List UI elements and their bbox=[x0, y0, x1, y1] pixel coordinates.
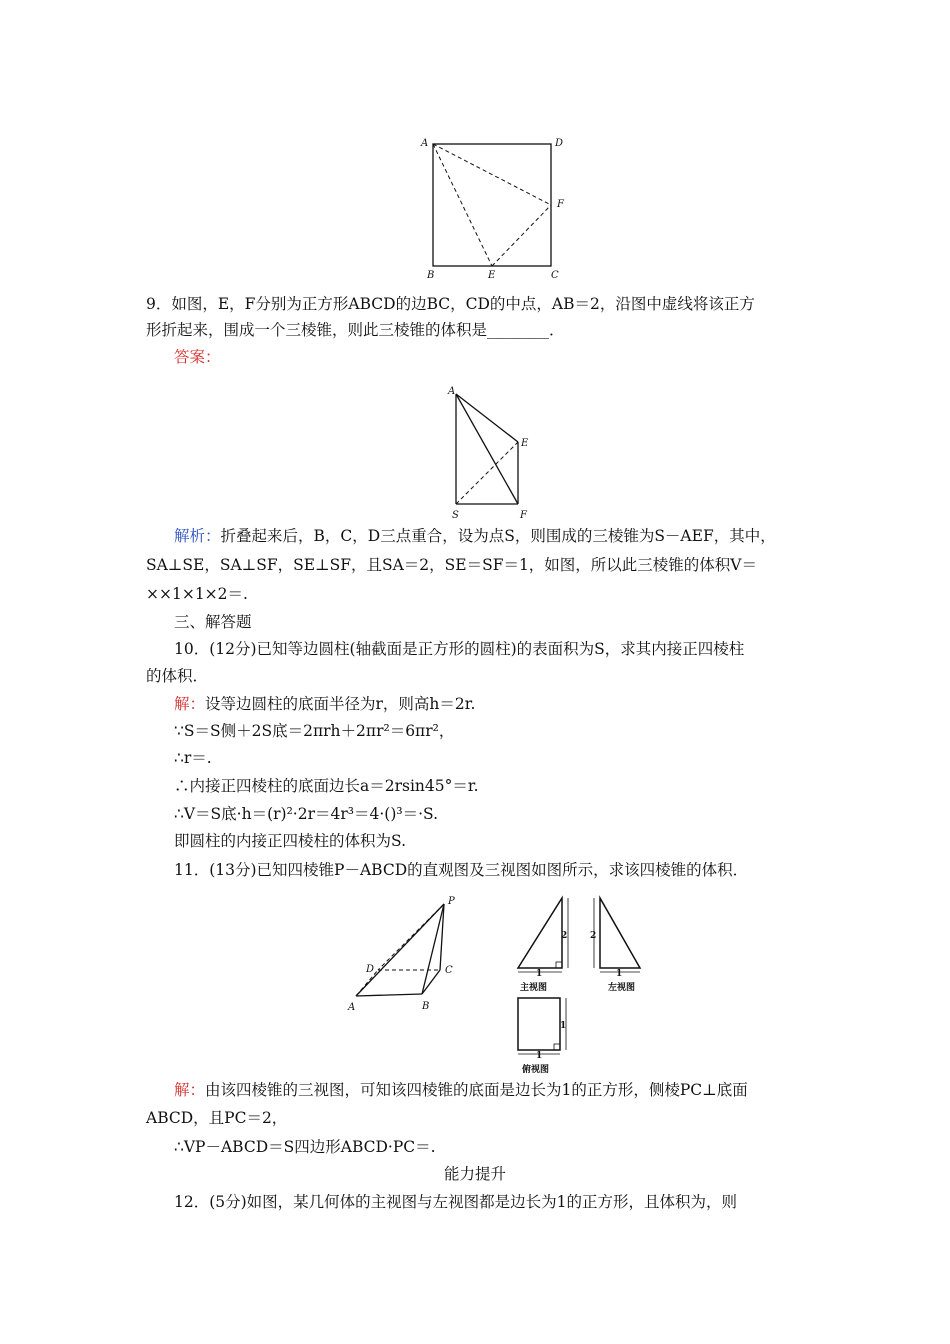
q9-analysis1: 解析：折叠起来后，B，C，D三点重合，设为点S，则围成的三棱锥为S－AEF，其中， bbox=[174, 527, 776, 545]
q10-solution1: 解：设等边圆柱的底面半径为r，则高h＝2r. bbox=[174, 695, 476, 713]
side-view bbox=[590, 898, 640, 993]
front-view bbox=[518, 898, 568, 993]
q9-line2: 形折起来，围成一个三棱锥，则此三棱锥的体积是________． bbox=[146, 321, 565, 339]
q10-solution5: ∴V＝S底·h＝(r)²·2r＝4r³＝4·()³＝·S. bbox=[174, 805, 438, 823]
q10-solution2: ∵S＝S侧＋2S底＝2πrh＋2πr²＝6πr²， bbox=[174, 722, 455, 740]
q12-line1: 12．(5分)如图，某几何体的主视图与左视图都是边长为1的正方形，且体积为，则 bbox=[174, 1193, 738, 1211]
q11-solution1: 解：由该四棱锥的三视图，可知该四棱锥的底面是边长为1的正方形，侧棱PC⊥底面 bbox=[174, 1081, 748, 1099]
svg-text:2: 2 bbox=[590, 931, 597, 941]
label-F: F bbox=[520, 510, 527, 520]
svg-text:1: 1 bbox=[536, 1051, 543, 1061]
top-view bbox=[518, 998, 566, 1075]
q10-line2: 的体积． bbox=[146, 667, 209, 685]
pyramid-figure bbox=[342, 890, 467, 1020]
q9-analysis3: ××1×1×2＝. bbox=[146, 585, 248, 603]
svg-text:1: 1 bbox=[616, 969, 623, 979]
q9-analysis2: SA⊥SE，SA⊥SF，SE⊥SF，且SA＝2，SE＝SF＝1，如图，所以此三棱锥的体积V＝ bbox=[146, 556, 758, 574]
q11-line1: 11．(13分)已知四棱锥P－ABCD的直观图及三视图如图所示，求该四棱锥的体积． bbox=[174, 861, 749, 879]
q9-line1: 9．如图，E，F分别为正方形ABCD的边BC，CD的中点，AB＝2，沿图中虚线将该正方 bbox=[146, 295, 755, 313]
three-views-figure bbox=[508, 890, 658, 1080]
label-P: P bbox=[448, 896, 455, 907]
svg-text:1: 1 bbox=[536, 969, 543, 979]
label-A: A bbox=[421, 138, 429, 149]
q10-line1: 10．(12分)已知等边圆柱(轴截面是正方形的圆柱)的表面积为S，求其内接正四棱柱 bbox=[174, 640, 745, 658]
front-view-label: 主视图 bbox=[520, 983, 548, 993]
svg-text:2: 2 bbox=[561, 931, 568, 941]
side-view-label: 左视图 bbox=[608, 983, 636, 993]
top-view-label: 俯视图 bbox=[522, 1065, 550, 1075]
label-D: D bbox=[366, 964, 375, 975]
svg-text:1: 1 bbox=[560, 1021, 567, 1031]
label-C: C bbox=[551, 270, 559, 280]
q10-solution6: 即圆柱的内接正四棱柱的体积为S. bbox=[174, 832, 406, 850]
q11-solution3: ∴VP－ABCD＝S四边形ABCD·PC＝. bbox=[174, 1138, 436, 1156]
label-S: S bbox=[452, 510, 459, 520]
label-A: A bbox=[448, 386, 456, 397]
tetrahedron-figure bbox=[440, 380, 540, 520]
label-E: E bbox=[488, 270, 496, 280]
label-D: D bbox=[555, 138, 564, 149]
label-F: F bbox=[557, 199, 564, 210]
q11-solution2: ABCD，且PC＝2， bbox=[146, 1109, 288, 1127]
section-3-heading: 三、解答题 bbox=[174, 613, 252, 631]
label-B: B bbox=[422, 1001, 430, 1012]
square-fold-figure bbox=[415, 132, 575, 280]
label-C: C bbox=[445, 965, 453, 976]
q10-solution4: ∴内接正四棱柱的底面边长a＝2rsin45°＝r. bbox=[174, 777, 479, 795]
label-A: A bbox=[348, 1002, 356, 1013]
q9-answer-label: 答案： bbox=[174, 348, 221, 366]
label-E: E bbox=[521, 438, 529, 449]
ability-section-heading: 能力提升 bbox=[443, 1165, 506, 1183]
label-B: B bbox=[427, 270, 435, 280]
q10-solution3: ∴r＝. bbox=[174, 749, 212, 767]
